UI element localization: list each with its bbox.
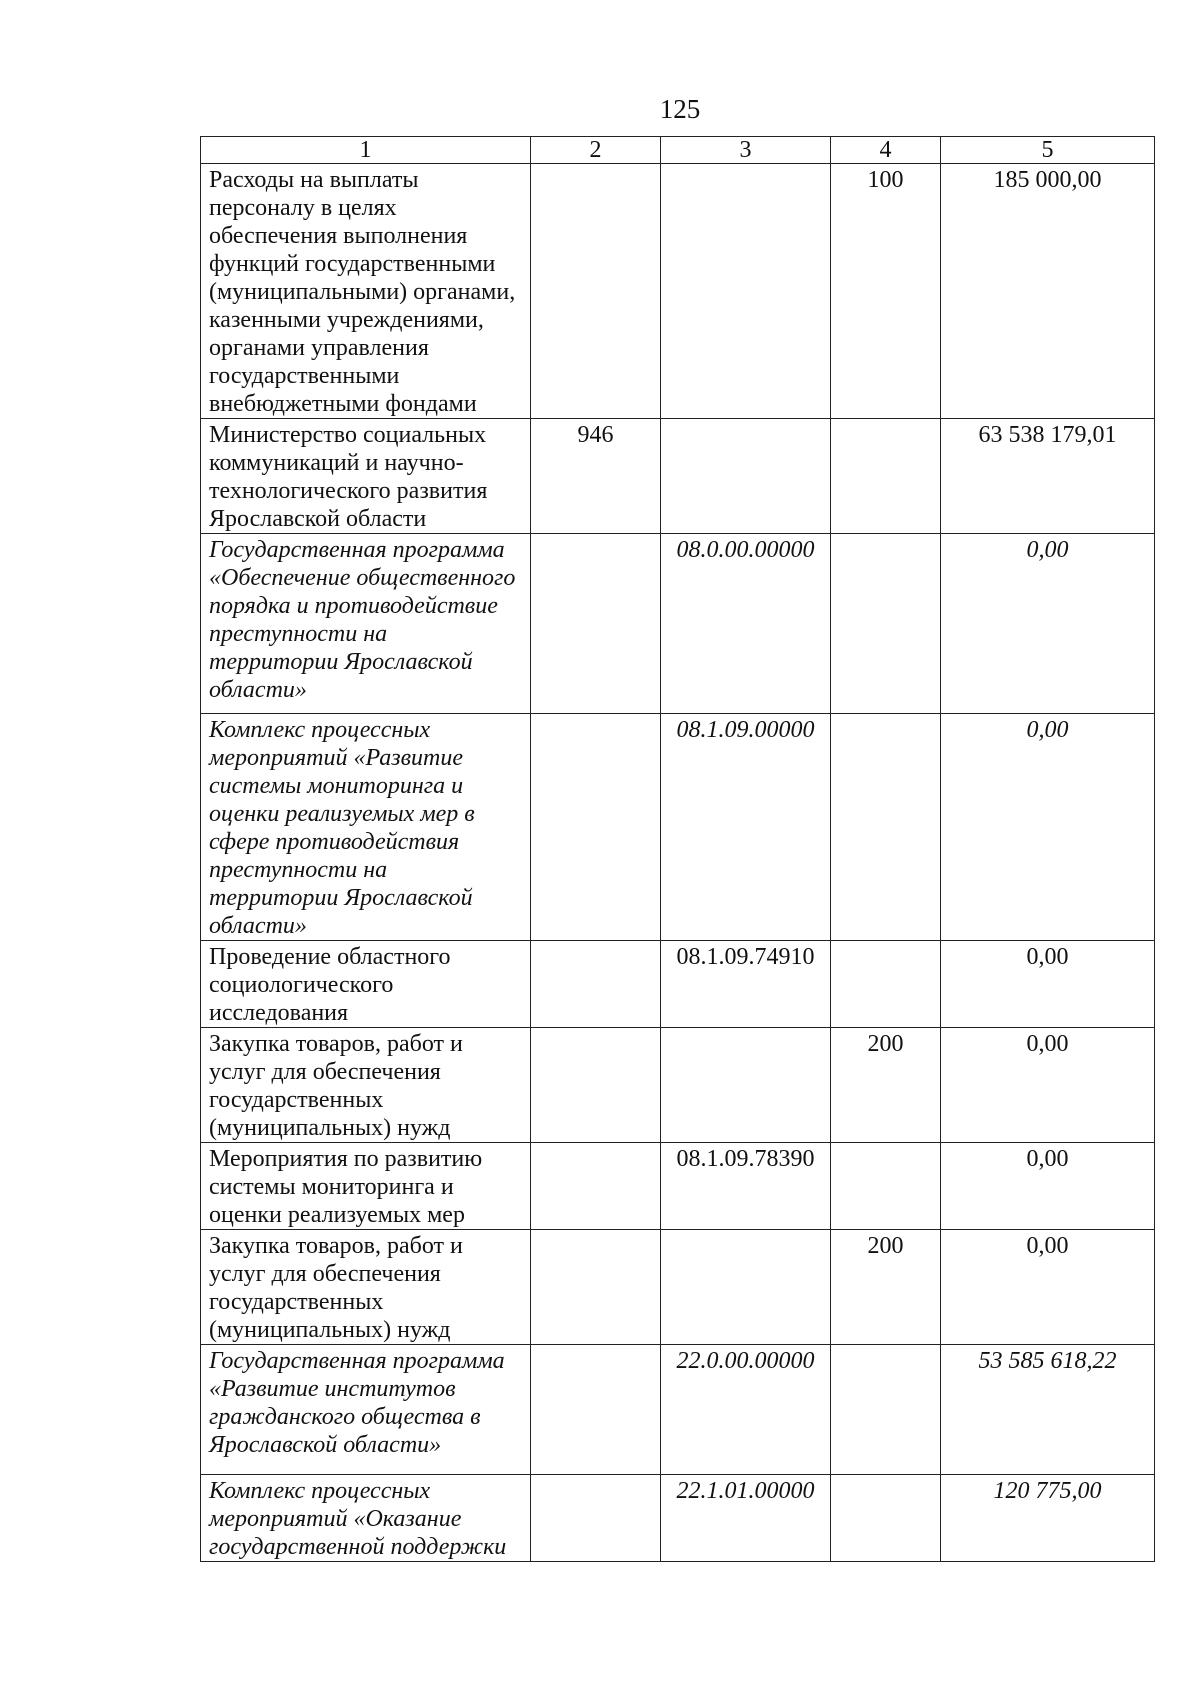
row-col5: 0,00 — [941, 534, 1155, 714]
table-row — [201, 1230, 1155, 1345]
row-name: Министерство социальных коммуникаций и научно-технологического развития Ярославской области — [201, 419, 531, 534]
column-header-1: 1 — [201, 137, 531, 164]
row-col2 — [531, 1230, 661, 1345]
row-col2 — [531, 1028, 661, 1143]
row-col2 — [531, 941, 661, 1028]
row-name: Комплекс процессных мероприятий «Оказание государственной поддержки — [201, 1475, 531, 1562]
row-col5: 185 000,00 — [941, 164, 1155, 419]
row-col5: 120 775,00 — [941, 1475, 1155, 1562]
table-row — [201, 164, 1155, 419]
row-col2 — [531, 714, 661, 941]
row-col2 — [531, 164, 661, 419]
row-col4 — [831, 1475, 941, 1562]
row-name: Расходы на выплаты персоналу в целях обеспечения выполнения функций государственными (муниципальными) органами, казенными учреждениями, органами управления государственными внебюджетными фондами — [201, 164, 531, 419]
row-col3 — [661, 1230, 831, 1345]
row-col5: 0,00 — [941, 941, 1155, 1028]
table-row — [201, 1028, 1155, 1143]
row-col3 — [661, 164, 831, 419]
table-row — [201, 941, 1155, 1028]
column-header-5: 5 — [941, 137, 1155, 164]
row-col4: 200 — [831, 1028, 941, 1143]
row-col4 — [831, 1345, 941, 1475]
column-header-3: 3 — [661, 137, 831, 164]
row-col3 — [661, 1028, 831, 1143]
row-col3: 22.1.01.00000 — [661, 1475, 831, 1562]
row-col3 — [661, 419, 831, 534]
row-col3: 08.1.09.00000 — [661, 714, 831, 941]
row-name: Государственная программа «Обеспечение общественного порядка и противодействие преступности на территории Ярославской области» — [201, 534, 531, 714]
table-row — [201, 1475, 1155, 1562]
table-row — [201, 534, 1155, 714]
table-row — [201, 1143, 1155, 1230]
column-header-4: 4 — [831, 137, 941, 164]
table-row — [201, 714, 1155, 941]
row-col4 — [831, 714, 941, 941]
row-col2 — [531, 534, 661, 714]
table-row — [201, 1345, 1155, 1475]
row-col4: 100 — [831, 164, 941, 419]
row-name: Закупка товаров, работ и услуг для обеспечения государственных (муниципальных) нужд — [201, 1230, 531, 1345]
row-col5: 0,00 — [941, 1143, 1155, 1230]
row-col3: 22.0.00.00000 — [661, 1345, 831, 1475]
row-col3: 08.1.09.74910 — [661, 941, 831, 1028]
row-col2: 946 — [531, 419, 661, 534]
row-col4 — [831, 1143, 941, 1230]
row-col4 — [831, 534, 941, 714]
row-col2 — [531, 1143, 661, 1230]
row-name: Проведение областного социологического исследования — [201, 941, 531, 1028]
column-number-row — [201, 137, 1155, 164]
row-col5: 0,00 — [941, 714, 1155, 941]
row-col2 — [531, 1475, 661, 1562]
row-col5: 0,00 — [941, 1028, 1155, 1143]
row-col5: 0,00 — [941, 1230, 1155, 1345]
row-col5: 63 538 179,01 — [941, 419, 1155, 534]
table-row — [201, 419, 1155, 534]
row-col3: 08.0.00.00000 — [661, 534, 831, 714]
page-number: 125 — [659, 94, 701, 124]
row-col4 — [831, 941, 941, 1028]
row-col4: 200 — [831, 1230, 941, 1345]
row-col2 — [531, 1345, 661, 1475]
column-header-2: 2 — [531, 137, 661, 164]
row-name: Государственная программа «Развитие институтов гражданского общества в Ярославской области» — [201, 1345, 531, 1475]
row-name: Закупка товаров, работ и услуг для обеспечения государственных (муниципальных) нужд — [201, 1028, 531, 1143]
row-name: Мероприятия по развитию системы мониторинга и оценки реализуемых мер — [201, 1143, 531, 1230]
budget-table — [200, 136, 1155, 1562]
row-col5: 53 585 618,22 — [941, 1345, 1155, 1475]
row-col3: 08.1.09.78390 — [661, 1143, 831, 1230]
row-name: Комплекс процессных мероприятий «Развитие системы мониторинга и оценки реализуемых мер в сфере противодействия преступности на территории Ярославской области» — [201, 714, 531, 941]
row-col4 — [831, 419, 941, 534]
